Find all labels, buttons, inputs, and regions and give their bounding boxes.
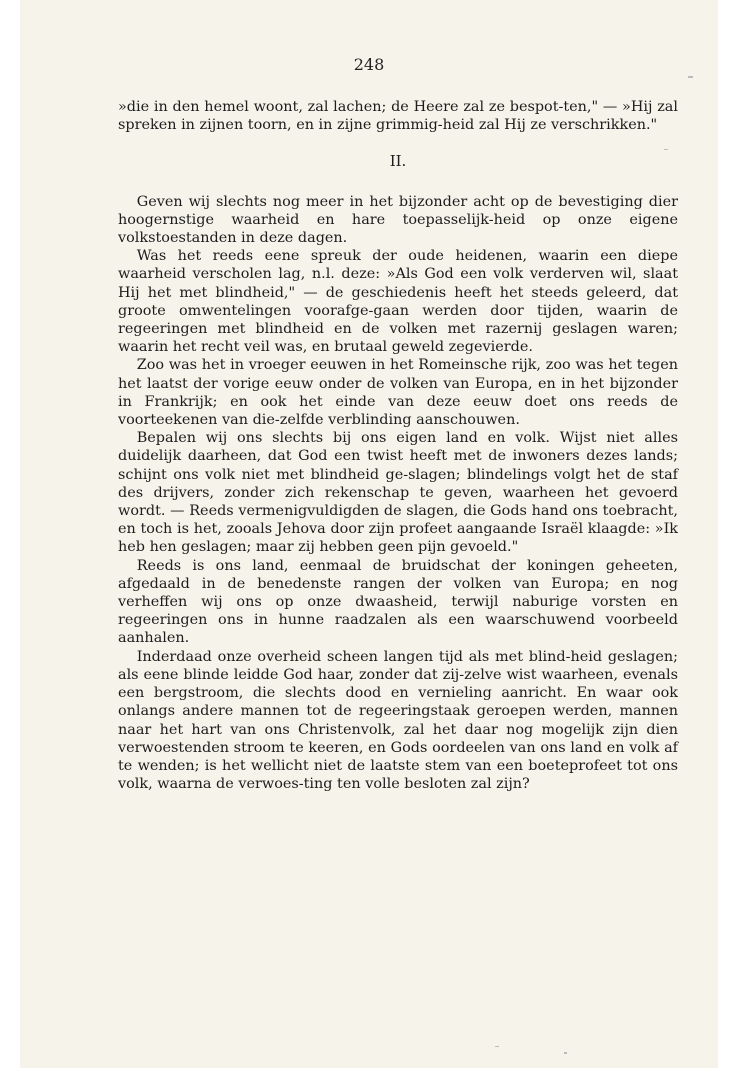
section-heading: II. xyxy=(389,152,407,171)
paragraph: Inderdaad onze overheid scheen langen tijd als met blind-heid geslagen; als eene blinde leidde God haar, zonder dat zij-zelve wist waarheen, evenals een bergstroom, die slechts dood en vernieling aanricht. En waar ook onlangs andere mannen tot de regeeringstaak geroepen werden, mannen naar het hart van ons Christenvolk, zal het daar nog mogelijk zijn dien verwoestenden stroom te keeren, en Gods oordeelen van ons land en volk af te wenden; is het wellicht niet de laatste stem van een boeteprofeet tot ons volk, waarna de verwoes-ting ten volle besloten zal zijn? xyxy=(118,648,678,793)
paragraph: Geven wij slechts nog meer in het bijzonder acht op de bevestiging dier hoogernstige waarheid en hare toepasselijk-heid op onze eigene volkstoestanden in deze dagen. xyxy=(118,193,678,247)
paragraph: Was het reeds eene spreuk der oude heidenen, waarin een diepe waarheid verscholen lag, n.l. deze: »Als God een volk verderven wil, slaat Hij het met blindheid," — de geschiedenis heeft het steeds geleerd, dat groote omwentelingen voorafge-gaan werden door tijden, waarin de regeeringen met blindheid en de volken met razernij geslagen waren; waarin het recht veil was, en brutaal geweld zegevierde. xyxy=(118,248,678,356)
scan-speck xyxy=(664,149,668,150)
paragraph: Reeds is ons land, eenmaal de bruidschat der koningen geheeten, afgedaald in de benedenste rangen der volken van Europa; en nog verheffen wij ons op onze dwaasheid, terwijl naburige vorsten en regeeringen ons in hunne raadzalen als een waarschuwend voorbeeld aanhalen. xyxy=(118,557,678,647)
paragraph: Zoo was het in vroeger eeuwen in het Romeinsche rijk, zoo was het tegen het laatst der vorige eeuw onder de volken van Europa, en in het bijzonder in Frankrijk; en ook het einde van deze eeuw doet ons reeds de voorteekenen van die-zelfde verblinding aanschouwen. xyxy=(118,357,678,429)
paragraph: Bepalen wij ons slechts bij ons eigen land en volk. Wijst niet alles duidelijk daarheen, dat God een twist heeft met de inwoners dezes lands; schijnt ons volk niet met blindheid ge-slagen; blindelings volgt het de staf des drijvers, zonder zich rekenschap te geven, waarheen het gevoerd wordt. — Reeds vermenigvuldigden de slagen, die Gods hand ons toebracht, en toch is het, zooals Jehova door zijn profeet aangaande Israël klaagde: »Ik heb hen geslagen; maar zij hebben geen pijn gevoeld." xyxy=(118,430,678,556)
scan-speck xyxy=(564,1052,567,1054)
body-text xyxy=(118,98,678,793)
scan-speck xyxy=(688,76,693,78)
scan-speck xyxy=(495,1046,499,1047)
paragraph-continuation: »die in den hemel woont, zal lachen; de Heere zal ze bespot-ten," — »Hij zal spreken in zijnen toorn, en in zijne grimmig-heid zal Hij ze verschrikken." xyxy=(118,99,678,134)
page-number: 248 xyxy=(353,55,385,74)
